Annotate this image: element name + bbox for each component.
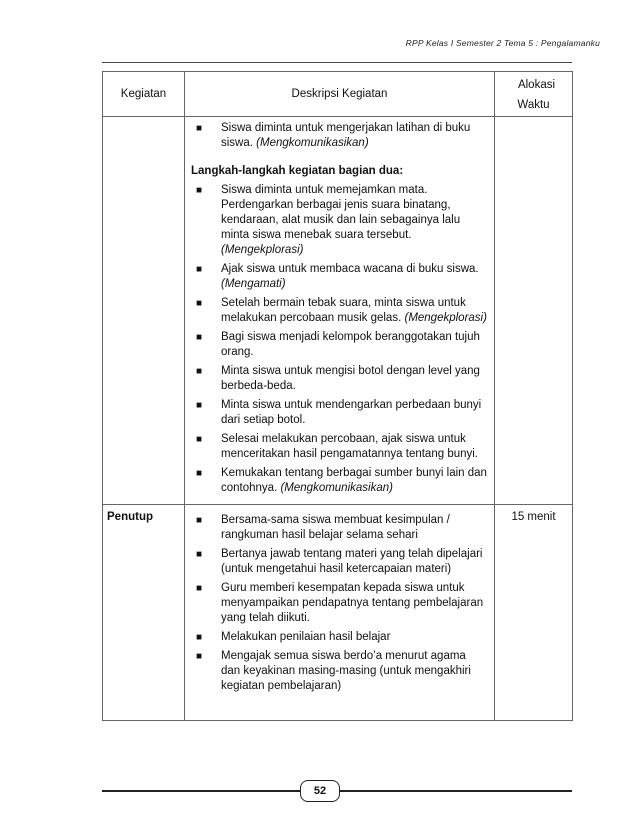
bullet-square-icon: ■ (196, 185, 203, 196)
item-text: Bagi siswa menjadi kelompok beranggotakan tujuh orang. (221, 331, 480, 358)
bullet-square-icon: ■ (196, 549, 203, 560)
item-tag: (Mengekplorasi) (404, 312, 487, 324)
footer-divider-right (336, 790, 572, 792)
header-alokasi-line2: Waktu (517, 99, 550, 111)
item-tag: (Mengamati) (221, 278, 286, 290)
bullet-square-icon: ■ (196, 434, 203, 445)
item-text: Siswa diminta untuk mengerjakan latihan di buku siswa. (221, 122, 471, 149)
bullet-square-icon: ■ (196, 332, 203, 343)
item-text: Ajak siswa untuk membaca wacana di buku siswa. (221, 263, 479, 275)
item-text: Melakukan penilaian hasil belajar (221, 631, 391, 643)
bullet-square-icon: ■ (196, 515, 203, 526)
step-title: Langkah-langkah kegiatan bagian dua: (191, 165, 404, 177)
page-header-title: RPP Kelas I Semester 2 Tema 5 : Pengalamanku (405, 38, 600, 48)
bullet-square-icon: ■ (196, 468, 203, 479)
list-item (191, 630, 488, 645)
bullet-square-icon: ■ (196, 651, 203, 662)
bullet-square-icon: ■ (196, 366, 203, 377)
header-deskripsi: Deskripsi Kegiatan (185, 72, 495, 117)
item-text: Minta siswa untuk mengisi botol dengan level yang berbeda-beda. (221, 365, 480, 392)
footer-divider-left (102, 790, 302, 792)
item-tag: (Mengkomunikasikan) (256, 137, 369, 149)
bullet-square-icon: ■ (196, 264, 203, 275)
row1-deskripsi (185, 117, 495, 505)
row2-kegiatan: Penutup (103, 505, 185, 721)
list-item (191, 121, 488, 151)
header-kegiatan: Kegiatan (103, 72, 185, 117)
list-item (191, 183, 488, 258)
row2-alokasi: 15 menit (495, 505, 573, 721)
list-item (191, 466, 488, 496)
page-number: 52 (300, 780, 340, 802)
list-item (191, 296, 488, 326)
bullet-square-icon: ■ (196, 632, 203, 643)
item-text: Setelah bermain tebak suara, minta siswa untuk melakukan percobaan musik gelas. (221, 297, 466, 324)
row2-closing-list (191, 513, 488, 694)
list-item (191, 432, 488, 462)
header-alokasi-line1: Alokasi (517, 79, 556, 91)
row1-kegiatan (103, 117, 185, 505)
bullet-square-icon: ■ (196, 298, 203, 309)
table-header-row (103, 72, 573, 117)
item-text: Mengajak semua siswa berdo’a menurut agama dan keyakinan masing-masing (untuk mengakhiri kegiatan pembelajaran) (221, 650, 471, 692)
item-tag: (Mengekplorasi) (221, 244, 304, 256)
list-item (191, 581, 488, 626)
list-item (191, 262, 488, 292)
item-text: Selesai melakukan percobaan, ajak siswa untuk menceritakan hasil pengamatannya tentang bunyi. (221, 433, 479, 460)
item-tag: (Mengkomunikasikan) (280, 482, 393, 494)
list-item (191, 547, 488, 577)
table-row (103, 505, 573, 721)
list-item (191, 398, 488, 428)
list-item (191, 649, 488, 694)
item-text: Siswa diminta untuk memejamkan mata. Perdengarkan berbagai jenis suara binatang, kendaraan, alat musik dan lain sebagainya lalu minta siswa menebak suara tersebut. (221, 184, 461, 241)
bullet-square-icon: ■ (196, 583, 203, 594)
item-text: Kemukakan tentang berbagai sumber bunyi lain dan contohnya. (221, 467, 487, 494)
table-row (103, 117, 573, 505)
item-text: Bertanya jawab tentang materi yang telah dipelajari (untuk mengetahui hasil ketercapaian materi) (221, 548, 483, 575)
bullet-square-icon: ■ (196, 400, 203, 411)
bullet-square-icon: ■ (196, 123, 203, 134)
row1-steps-list (191, 183, 488, 496)
item-text: Bersama-sama siswa membuat kesimpulan / rangkuman hasil belajar selama sehari (221, 514, 450, 541)
header-divider (102, 62, 572, 63)
header-alokasi (495, 72, 573, 117)
row1-alokasi (495, 117, 573, 505)
list-item (191, 513, 488, 543)
row2-deskripsi (185, 505, 495, 721)
list-item (191, 330, 488, 360)
lesson-activity-table (102, 71, 573, 721)
item-text: Guru memberi kesempatan kepada siswa untuk menyampaikan pendapatnya tentang pembelajaran yang telah diikuti. (221, 582, 484, 624)
list-item (191, 364, 488, 394)
item-text: Minta siswa untuk mendengarkan perbedaan bunyi dari setiap botol. (221, 399, 482, 426)
row1-first-list (191, 121, 488, 151)
